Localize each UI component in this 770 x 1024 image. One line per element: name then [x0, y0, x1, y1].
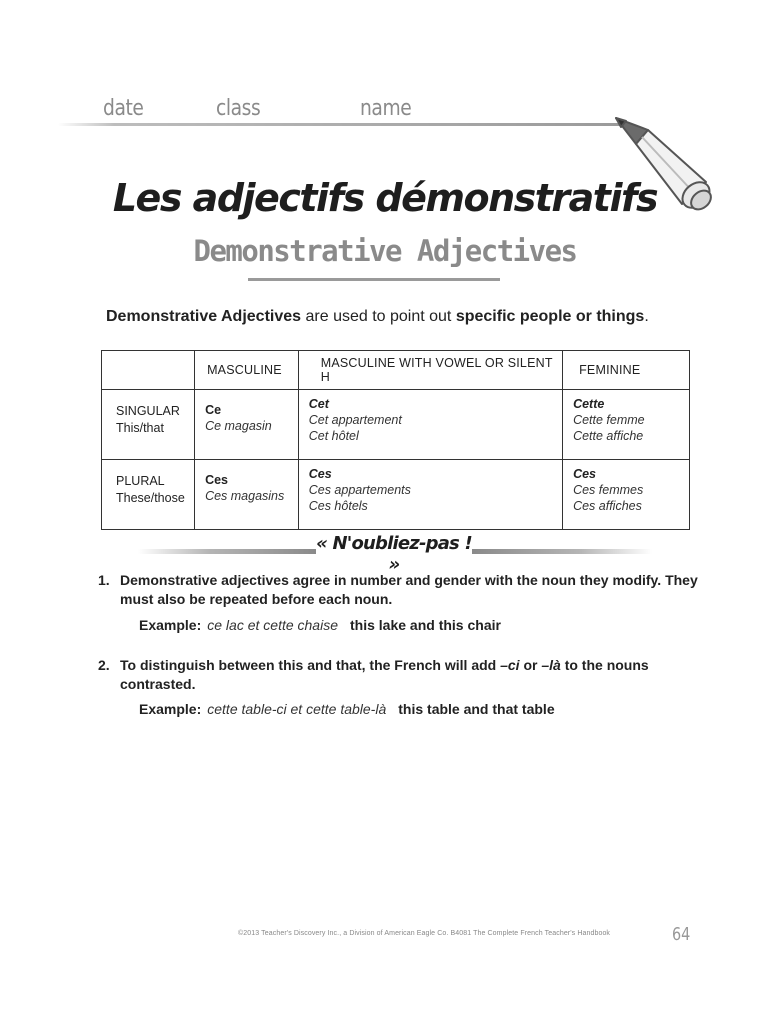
example-english: this lake and this chair	[350, 617, 501, 633]
cell-example: Cette affiche	[573, 429, 644, 443]
cell-head: Ces	[205, 473, 228, 487]
intro-emphasis: specific people or things	[455, 308, 645, 325]
rule-text	[120, 656, 698, 694]
example-label: Example:	[139, 617, 202, 633]
cell-head: Ces	[573, 467, 597, 481]
table-row	[102, 390, 690, 460]
cell-head: Ce	[205, 403, 222, 417]
cell-feminine-plural	[563, 460, 690, 530]
intro-sentence	[106, 308, 649, 326]
intro-end: .	[644, 308, 649, 325]
rule-1	[98, 571, 698, 609]
row-label-plural	[102, 460, 195, 530]
reminder-rule-right	[472, 549, 652, 554]
cell-masculine-plural	[195, 460, 299, 530]
rule-text-a: To distinguish between this and that, the French will add	[120, 657, 501, 673]
rule-2	[98, 656, 698, 694]
row-label: PLURAL	[116, 474, 165, 488]
example-french: ce lac et cette chaise	[207, 617, 338, 633]
rule-text: Demonstrative adjectives agree in number and gender with the noun they modify. They must also be repeated before each noun.	[120, 572, 698, 607]
row-sublabel: These/those	[116, 491, 185, 505]
header-masculine-vowel: MASCULINE WITH VOWEL OR SILENT H	[298, 351, 562, 390]
intro-term: Demonstrative Adjectives	[106, 308, 302, 325]
table-row	[102, 460, 690, 530]
rule-text-b: to the nouns contrasted.	[120, 657, 649, 692]
cell-example: Ces magasins	[205, 489, 285, 503]
cell-example: Ces hôtels	[308, 499, 368, 513]
cell-example: Ces affiches	[573, 499, 642, 513]
page-number: 64	[672, 924, 691, 945]
header-feminine: FEMININE	[563, 351, 690, 390]
name-label: name	[360, 96, 412, 121]
cell-masculine-singular	[195, 390, 299, 460]
cell-example: Cet hôtel	[308, 429, 359, 443]
example-2	[139, 701, 555, 717]
row-label-singular	[102, 390, 195, 460]
example-english: this table and that table	[398, 701, 555, 717]
reminder-title: « N'oubliez-pas ! »	[316, 533, 472, 575]
reminder-rule-left	[138, 549, 316, 554]
demonstrative-table	[101, 350, 690, 530]
example-1	[139, 617, 501, 633]
cell-feminine-singular	[563, 390, 690, 460]
cell-example: Ces appartements	[308, 483, 411, 497]
intro-middle: are used to point out	[301, 308, 456, 325]
row-label: SINGULAR	[116, 404, 180, 418]
suffix-ci: –ci	[500, 657, 520, 673]
cell-head: Cette	[573, 397, 605, 411]
table-corner-cell	[102, 351, 195, 390]
cell-example: Cette femme	[573, 413, 645, 427]
cell-example: Ce magasin	[205, 419, 272, 433]
table-header-row	[102, 351, 690, 390]
footer-credit: ©2013 Teacher's Discovery Inc., a Division of American Eagle Co. B4081 The Complete French Teacher's Handbook	[238, 930, 611, 937]
row-sublabel: This/that	[116, 421, 164, 435]
example-label: Example:	[139, 701, 202, 717]
cell-example: Cet appartement	[308, 413, 402, 427]
suffix-la: –là	[541, 657, 561, 673]
rule-number: 2.	[98, 657, 110, 673]
cell-head: Ces	[308, 467, 332, 481]
cell-vowel-singular	[298, 390, 562, 460]
rule-text-or: or	[519, 657, 542, 673]
page-title-french: Les adjectifs démonstratifs	[112, 176, 658, 220]
cell-example: Ces femmes	[573, 483, 644, 497]
page-title-english: Demonstrative Adjectives	[193, 234, 577, 268]
header-masculine: MASCULINE	[195, 351, 299, 390]
class-label: class	[216, 96, 261, 121]
cell-vowel-plural	[298, 460, 562, 530]
title-underline	[248, 278, 500, 281]
rule-number: 1.	[98, 572, 110, 588]
example-french: cette table-ci et cette table-là	[207, 701, 387, 717]
cell-head: Cet	[308, 397, 329, 411]
date-label: date	[103, 96, 144, 121]
header-writing-line	[58, 123, 623, 126]
